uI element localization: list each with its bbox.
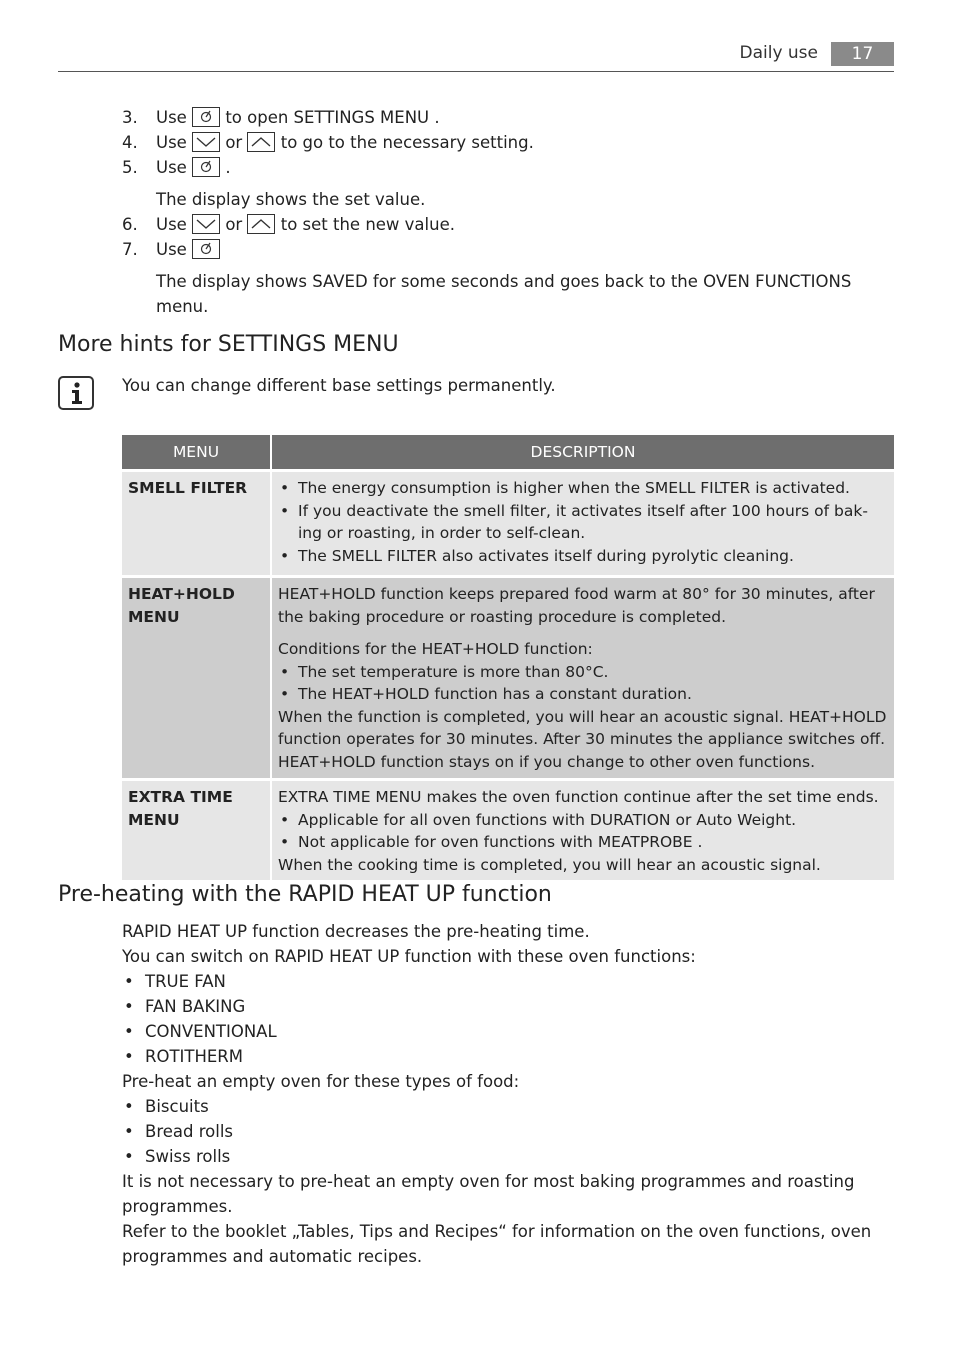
list-item: • Not applicable for oven functions with MEATPROBE . <box>278 831 888 854</box>
table-header-row <box>122 435 894 471</box>
hints-heading: More hints for SETTINGS MENU <box>58 332 399 357</box>
paragraph: Pre-heat an empty oven for these types of food: <box>122 1072 520 1091</box>
ok-icon <box>192 239 220 259</box>
column-header-description: DESCRIPTION <box>271 435 894 471</box>
up-icon <box>247 214 275 234</box>
list-item: • TRUE FAN <box>122 969 892 994</box>
step-4: 4. Use or to go to the necessary setting. <box>122 133 534 152</box>
preheat-heading: Pre-heating with the RAPID HEAT UP function <box>58 882 552 907</box>
list-item: • If you deactivate the smell filter, it activates itself after 100 hours of bak-ing or roasting, in order to self-clean. <box>278 500 888 545</box>
ok-icon <box>192 157 220 177</box>
paragraph: It is not necessary to pre-heat an empty oven for most baking programmes and roasting programmes. <box>122 1172 855 1216</box>
oven-functions-list <box>122 969 892 1069</box>
list-item: • Biscuits <box>122 1094 892 1119</box>
settings-table <box>122 435 894 880</box>
step-3: 3. Use to open SETTINGS MENU . <box>122 108 440 127</box>
step-5: 5. Use . The display shows the set value. <box>122 155 892 212</box>
info-text: You can change different base settings permanently. <box>122 376 556 395</box>
list-item: • ROTITHERM <box>122 1044 892 1069</box>
step-6: 6. Use or to set the new value. <box>122 215 455 234</box>
step-7-note: The display shows SAVED for some seconds and goes back to the OVEN FUNCTIONS menu. <box>156 272 852 316</box>
menu-name: HEAT+HOLD MENU <box>122 577 271 780</box>
column-header-menu: MENU <box>122 435 271 471</box>
table-row <box>122 577 894 780</box>
table-row <box>122 780 894 881</box>
step-5-note: The display shows the set value. <box>156 190 426 209</box>
list-item: • Swiss rolls <box>122 1144 892 1169</box>
menu-description <box>271 471 894 577</box>
preheat-section <box>122 919 892 1269</box>
menu-name: SMELL FILTER <box>122 471 271 577</box>
ok-icon <box>192 107 220 127</box>
info-icon <box>58 376 94 410</box>
up-icon <box>247 132 275 152</box>
page-number: 17 <box>831 42 894 66</box>
list-item: • The set temperature is more than 80°C. <box>278 661 888 684</box>
page-header <box>58 40 894 72</box>
list-item: • CONVENTIONAL <box>122 1019 892 1044</box>
step-7: 7. Use The display shows SAVED for some seconds and goes back to the OVEN FUNCTIONS menu. <box>122 237 892 319</box>
description-intro: EXTRA TIME MENU makes the oven function continue after the set time ends. <box>278 788 879 806</box>
paragraph: RAPID HEAT UP function decreases the pre-heating time. <box>122 922 590 941</box>
description-intro: HEAT+HOLD function keeps prepared food warm at 80° for 30 minutes, after the baking procedure or roasting procedure is completed. <box>278 585 875 626</box>
menu-description <box>271 577 894 780</box>
list-item: • The energy consumption is higher when the SMELL FILTER is activated. <box>278 477 888 500</box>
food-list <box>122 1094 892 1169</box>
menu-description <box>271 780 894 881</box>
down-icon <box>192 132 220 152</box>
conditions-title: Conditions for the HEAT+HOLD function: <box>278 640 593 658</box>
list-item: • The SMELL FILTER also activates itself during pyrolytic cleaning. <box>278 545 888 568</box>
description-outro: When the cooking time is completed, you will hear an acoustic signal. <box>278 855 821 874</box>
table-row <box>122 471 894 577</box>
list-item: • Bread rolls <box>122 1119 892 1144</box>
list-item: • The HEAT+HOLD function has a constant duration. <box>278 683 888 706</box>
steps-list <box>122 105 892 319</box>
paragraph: Refer to the booklet „Tables, Tips and Recipes“ for information on the oven functions, oven programmes and automatic recipes. <box>122 1222 872 1266</box>
list-item: • Applicable for all oven functions with DURATION or Auto Weight. <box>278 809 888 832</box>
section-title: Daily use <box>739 43 818 63</box>
menu-name: EXTRA TIME MENU <box>122 780 271 881</box>
list-item: • FAN BAKING <box>122 994 892 1019</box>
description-outro: When the function is completed, you will hear an acoustic signal. HEAT+HOLD function operates for 30 minutes. After 30 minutes the appliance switches off. HEAT+HOLD function stays on if you change to other oven functions. <box>278 707 887 771</box>
paragraph: You can switch on RAPID HEAT UP function with these oven functions: <box>122 947 696 966</box>
down-icon <box>192 214 220 234</box>
